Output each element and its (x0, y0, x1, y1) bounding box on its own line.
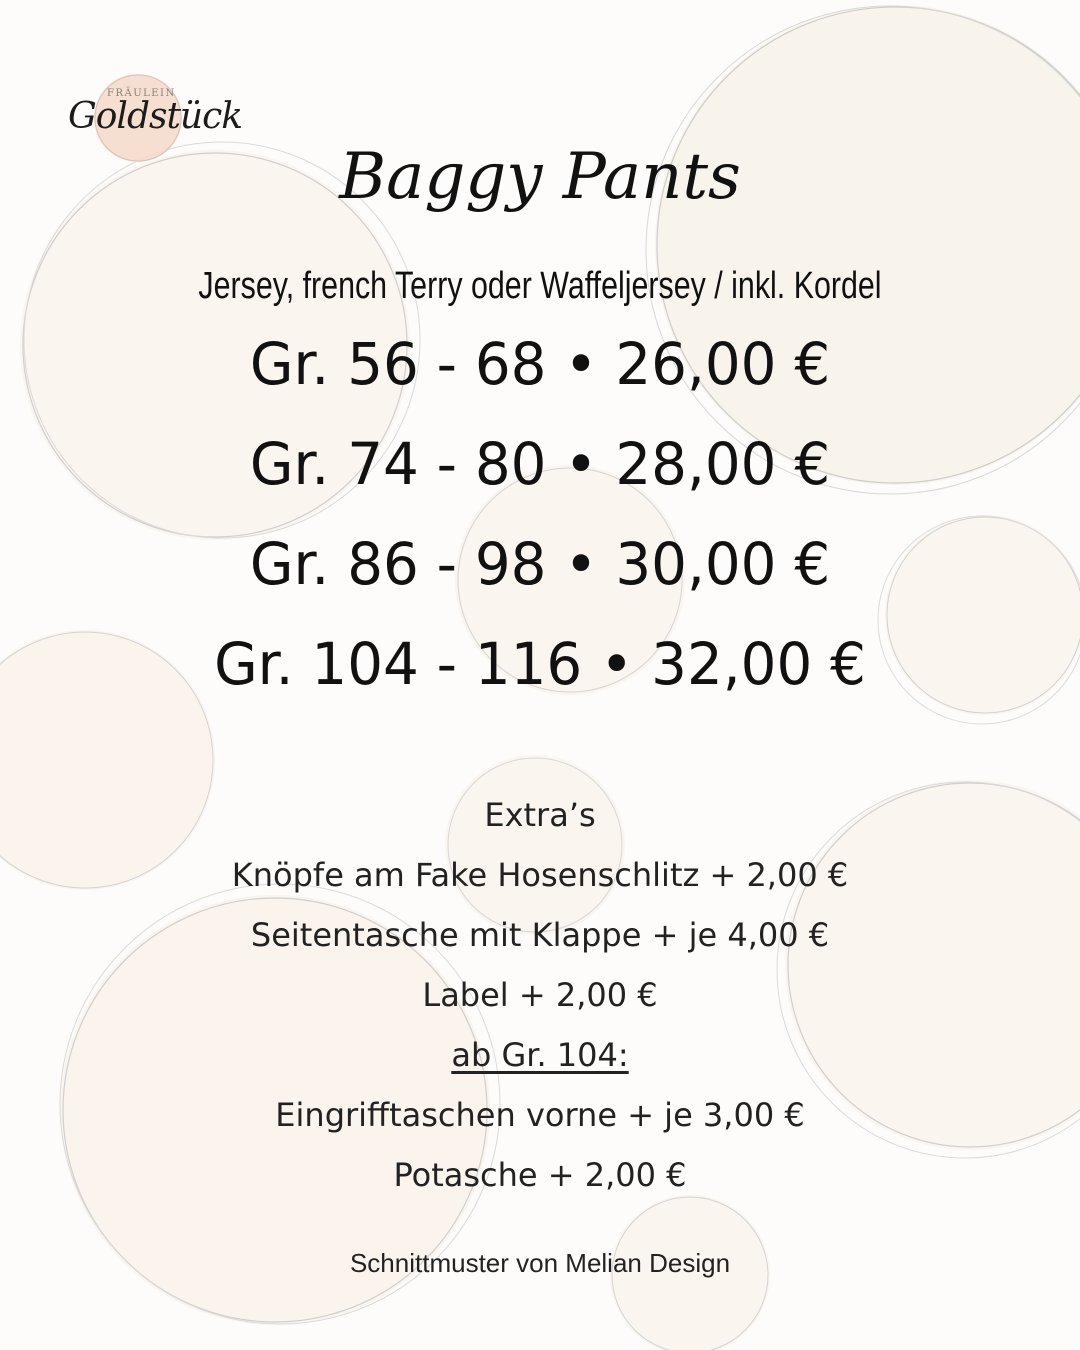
logo-main-text: Goldstück (68, 96, 243, 137)
extra-item: Eingrifftaschen vorne + je 3,00 € (275, 1096, 805, 1134)
extras-size-note (0, 1036, 1080, 1074)
extras-size-note-text: ab Gr. 104: (451, 1036, 629, 1074)
extra-item: Knöpfe am Fake Hosenschlitz + 2,00 € (231, 856, 849, 894)
price-line: Gr. 56 - 68 • 26,00 € (249, 330, 831, 398)
background-circle (445, 755, 625, 935)
background-circle (646, 5, 1080, 494)
logo-top-text: FRÄULEIN (107, 88, 176, 99)
price-line: Gr. 74 - 80 • 28,00 € (249, 430, 831, 498)
price-line: Gr. 104 - 116 • 32,00 € (214, 630, 866, 698)
page-title: Baggy Pants (339, 140, 741, 214)
extra-item: Potasche + 2,00 € (393, 1156, 687, 1194)
extra-item: Label + 2,00 € (422, 976, 658, 1014)
price-line: Gr. 86 - 98 • 30,00 € (249, 530, 831, 598)
fabric-subtitle: Jersey, french Terry oder Waffeljersey / inkl. Kordel (198, 265, 882, 307)
extra-item: Seitentasche mit Klappe + je 4,00 € (250, 916, 830, 954)
pattern-credit: Schnittmuster von Melian Design (349, 1248, 731, 1278)
extras-heading: Extra’s (484, 796, 596, 834)
